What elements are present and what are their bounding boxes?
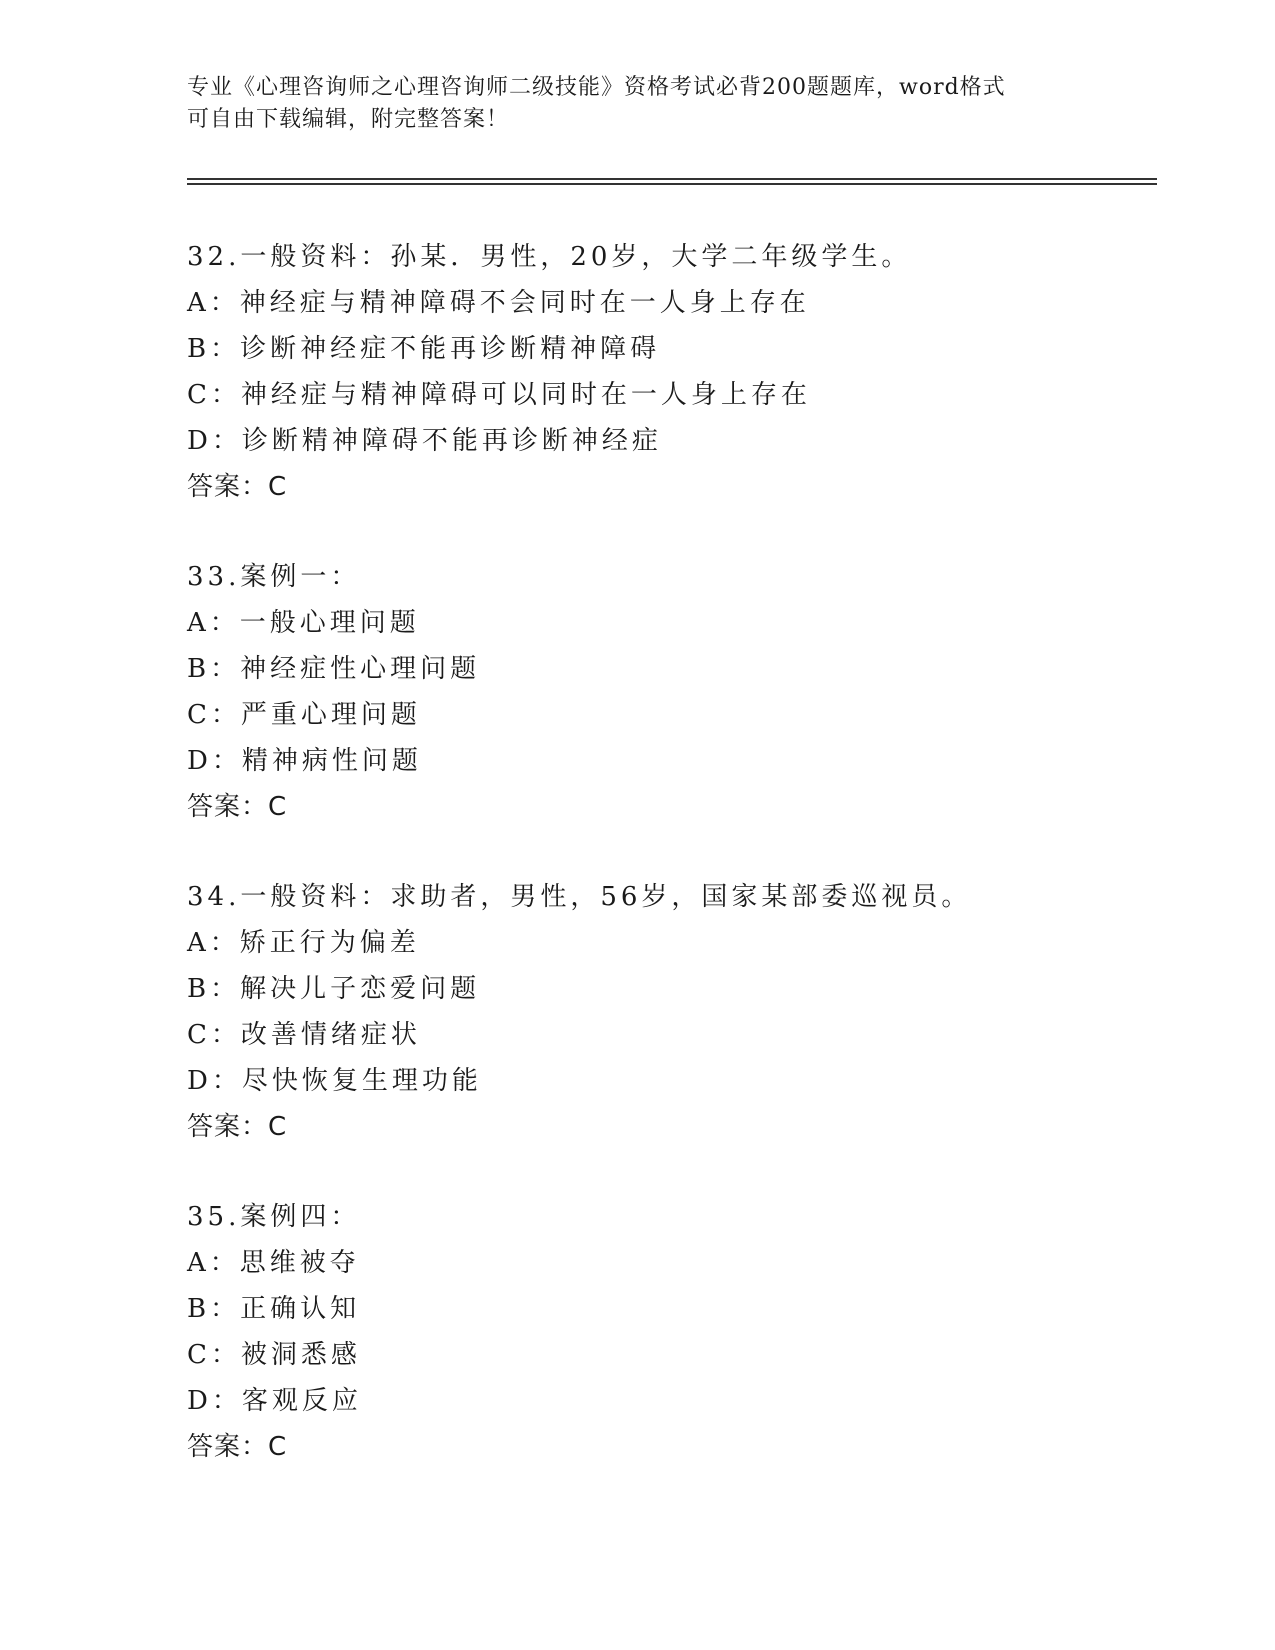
option-d: D：客观反应 [187,1386,362,1416]
header-divider [187,178,1157,185]
option-b: B：诊断神经症不能再诊断精神障碍 [187,334,661,364]
answer-line: 答案：C [187,1432,288,1462]
option-d: D：精神病性问题 [187,746,422,776]
option-a: A：一般心理问题 [187,608,420,638]
answer-line: 答案：C [187,472,288,502]
option-a: A：矫正行为偏差 [187,928,420,958]
option-c: C：严重心理问题 [187,700,421,730]
header-line-1: 专业《心理咨询师之心理咨询师二级技能》资格考试必背200题题库，word格式 [187,75,1006,100]
option-b: B：正确认知 [187,1294,361,1324]
question-33 [187,554,1187,830]
option-a: A：神经症与精神障碍不会同时在一人身上存在 [187,288,810,318]
question-stem: 33.案例一： [187,562,361,592]
question-34 [187,874,1187,1150]
option-c: C：被洞悉感 [187,1340,361,1370]
question-32 [187,234,1187,510]
answer-line: 答案：C [187,792,288,822]
option-d: D：尽快恢复生理功能 [187,1066,482,1096]
option-b: B：神经症性心理问题 [187,654,481,684]
question-stem: 35.案例四： [187,1202,361,1232]
option-c: C：改善情绪症状 [187,1020,421,1050]
question-35 [187,1194,1187,1470]
header-line-2: 可自由下载编辑，附完整答案！ [187,107,510,132]
option-b: B：解决儿子恋爱问题 [187,974,481,1004]
option-d: D：诊断精神障碍不能再诊断神经症 [187,426,662,456]
document-header [187,72,1087,136]
question-stem: 34.一般资料：求助者，男性，56岁，国家某部委巡视员。 [187,882,972,912]
option-a: A：思维被夺 [187,1248,360,1278]
question-stem: 32.一般资料：孙某．男性，20岁，大学二年级学生。 [187,242,912,272]
answer-line: 答案：C [187,1112,288,1142]
option-c: C：神经症与精神障碍可以同时在一人身上存在 [187,380,811,410]
